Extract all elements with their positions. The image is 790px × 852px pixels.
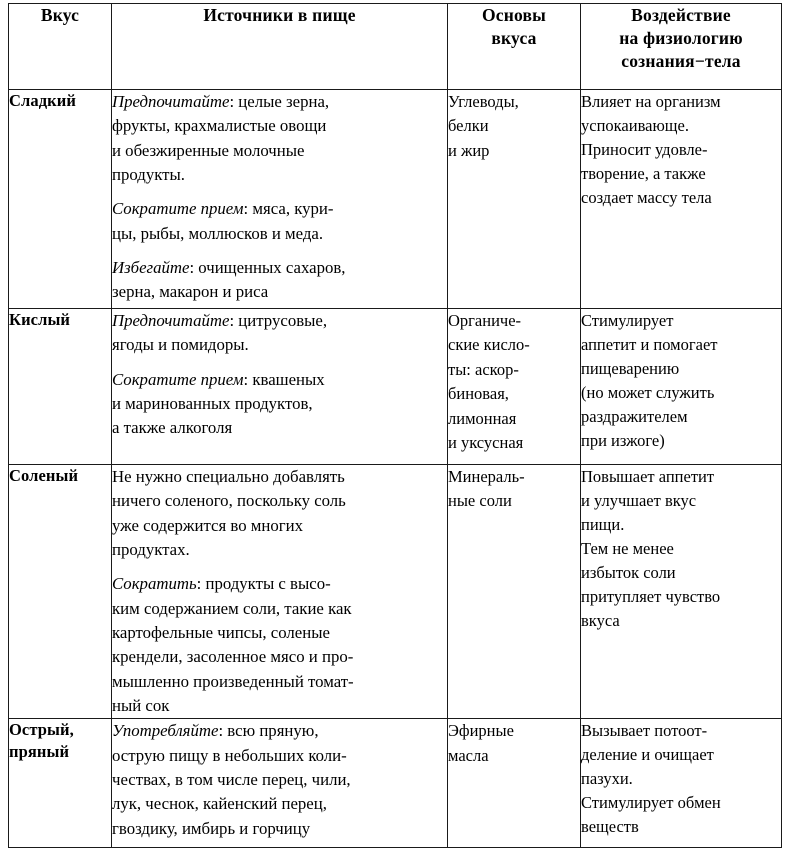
- basis-line: и жир: [448, 140, 490, 160]
- paragraph-line: : продукты с высо-: [196, 574, 331, 594]
- column-header-effect: [581, 4, 782, 90]
- paragraph-line: : мяса, кури-: [243, 199, 334, 219]
- taste-name-cell: [9, 719, 112, 848]
- basis-line: и уксусная: [448, 433, 524, 453]
- source-paragraph: [112, 256, 447, 305]
- effect-line: творение, а также: [581, 163, 706, 183]
- taste-name-line: пряный: [9, 741, 70, 761]
- paragraph-lead: Сократить: [112, 574, 197, 594]
- taste-name-cell: [9, 309, 112, 465]
- paragraph-line: ягоды и помидоры.: [112, 335, 249, 355]
- table-row: [9, 309, 782, 465]
- paragraph-lead: Избегайте: [112, 258, 190, 278]
- taste-basis-cell: [448, 719, 581, 848]
- basis-line: лимонная: [448, 408, 517, 428]
- taste-name-cell: [9, 465, 112, 719]
- paragraph-line: Не нужно специально добавлять: [112, 467, 345, 486]
- effect-line: деление и очищает: [581, 745, 714, 765]
- paragraph-line: ничего соленого, поскольку соль: [112, 491, 346, 511]
- effect-line: создает массу тела: [581, 187, 712, 207]
- basis-line: ные соли: [448, 491, 512, 511]
- basis-line: ты: аскор-: [448, 359, 519, 379]
- effect-line: при изжоге): [581, 430, 665, 450]
- taste-name-line: Острый,: [9, 720, 74, 740]
- table-header: [9, 4, 782, 90]
- paragraph-line: мышленно произведенный томат-: [112, 671, 354, 691]
- taste-basis-cell: [448, 309, 581, 465]
- taste-name-cell: [9, 90, 112, 309]
- effect-line: притупляет чувство: [581, 586, 721, 606]
- effect-line: Тем не менее: [581, 538, 674, 558]
- food-sources-cell: [112, 465, 448, 719]
- table-row: [9, 719, 782, 848]
- effect-line: пищеварению: [581, 358, 680, 378]
- table-row: [9, 90, 782, 309]
- column-header-taste: [9, 4, 112, 90]
- paragraph-lead: Предпочитайте: [112, 311, 230, 330]
- paragraph-lead: Сократите прием: [112, 199, 244, 219]
- header-line: вкуса: [491, 28, 537, 49]
- header-line: Основы: [481, 5, 547, 25]
- food-sources-cell: [112, 309, 448, 465]
- effect-line: Влияет на организм: [581, 92, 721, 111]
- paragraph-line: лук, чеснок, кайенский перец,: [112, 794, 327, 814]
- physiology-effect-cell: [581, 719, 782, 848]
- table-body: [9, 90, 782, 848]
- header-line: Вкус: [40, 5, 80, 25]
- effect-line: веществ: [581, 817, 639, 837]
- effect-line: успокаивающе.: [581, 115, 689, 135]
- paragraph-line: цы, рыбы, моллюсков и меда.: [112, 223, 324, 243]
- taste-name-line: Сладкий: [9, 91, 76, 110]
- paragraph-lead: Предпочитайте: [112, 92, 230, 111]
- food-sources-cell: [112, 719, 448, 848]
- column-header-basis: [448, 4, 581, 90]
- effect-line: вкуса: [581, 610, 620, 630]
- source-paragraph: [112, 197, 447, 246]
- paragraph-line: а также алкоголя: [112, 418, 233, 438]
- effect-line: пищи.: [581, 514, 625, 534]
- paragraph-line: и обезжиренные молочные: [112, 140, 305, 160]
- header-line: Источники в пище: [203, 5, 356, 25]
- source-paragraph: [112, 465, 447, 562]
- effect-line: и улучшает вкус: [581, 490, 697, 510]
- effect-line: аппетит и помогает: [581, 334, 718, 354]
- paragraph-line: и маринованных продуктов,: [112, 394, 313, 414]
- paragraph-line: : цитрусовые,: [229, 311, 328, 330]
- paragraph-line: чествах, в том числе перец, чили,: [112, 770, 351, 790]
- taste-basis-cell: [448, 465, 581, 719]
- paragraph-line: продукты.: [112, 165, 185, 185]
- header-line: на физиологию: [619, 28, 743, 49]
- effect-line: Вызывает потоот-: [581, 721, 708, 741]
- paragraph-line: гвоздику, имбирь и горчицу: [112, 818, 311, 838]
- paragraph-line: ный сок: [112, 696, 170, 716]
- physiology-effect-cell: [581, 465, 782, 719]
- taste-name-line: Кислый: [9, 310, 71, 329]
- basis-line: масла: [448, 745, 489, 765]
- paragraph-line: крендели, засоленное мясо и про-: [112, 647, 354, 667]
- paragraph-line: продуктах.: [112, 540, 190, 560]
- effect-line: Приносит удовле-: [581, 139, 708, 159]
- paragraph-line: : квашеных: [243, 369, 325, 389]
- effect-line: Повышает аппетит: [581, 467, 715, 486]
- paragraph-lead: Употребляйте: [112, 721, 219, 741]
- food-sources-cell: [112, 90, 448, 309]
- basis-line: белки: [448, 116, 489, 136]
- effect-line: Стимулирует: [581, 311, 674, 330]
- effect-line: пазухи.: [581, 769, 633, 789]
- source-paragraph: [112, 572, 447, 718]
- basis-line: биновая,: [448, 384, 509, 404]
- source-paragraph: [112, 90, 447, 187]
- header-row: [9, 4, 782, 90]
- paragraph-line: острую пищу в небольших коли-: [112, 745, 347, 765]
- paragraph-line: ким содержанием соли, такие как: [112, 598, 352, 618]
- basis-line: ские кисло-: [448, 335, 530, 355]
- basis-line: Эфирные: [448, 721, 514, 741]
- table-row: [9, 465, 782, 719]
- source-paragraph: [112, 309, 447, 358]
- effect-line: раздражителем: [581, 406, 688, 426]
- column-header-sources: [112, 4, 448, 90]
- header-line: сознания−тела: [621, 51, 741, 72]
- source-paragraph: [112, 368, 447, 441]
- effect-line: избыток соли: [581, 562, 676, 582]
- effect-line: Стимулирует обмен: [581, 793, 721, 813]
- taste-name-line: Соленый: [9, 466, 79, 485]
- physiology-effect-cell: [581, 309, 782, 465]
- paragraph-line: зерна, макарон и риса: [112, 282, 269, 302]
- paragraph-line: уже содержится во многих: [112, 515, 304, 535]
- physiology-effect-cell: [581, 90, 782, 309]
- taste-basis-cell: [448, 90, 581, 309]
- paragraph-line: : целые зерна,: [229, 92, 330, 111]
- paragraph-line: картофельные чипсы, соленые: [112, 623, 330, 643]
- paragraph-line: : всю пряную,: [218, 721, 319, 741]
- basis-line: Органиче-: [448, 311, 522, 330]
- paragraph-line: фрукты, крахмалистые овощи: [112, 116, 327, 136]
- source-paragraph: [112, 719, 447, 841]
- basis-line: Минераль-: [448, 467, 525, 486]
- tastes-table: [8, 3, 782, 848]
- paragraph-lead: Сократите прием: [112, 369, 244, 389]
- basis-line: Углеводы,: [448, 92, 519, 111]
- paragraph-line: : очищенных сахаров,: [189, 258, 346, 278]
- effect-line: (но может служить: [581, 382, 715, 402]
- header-line: Воздействие: [631, 5, 731, 25]
